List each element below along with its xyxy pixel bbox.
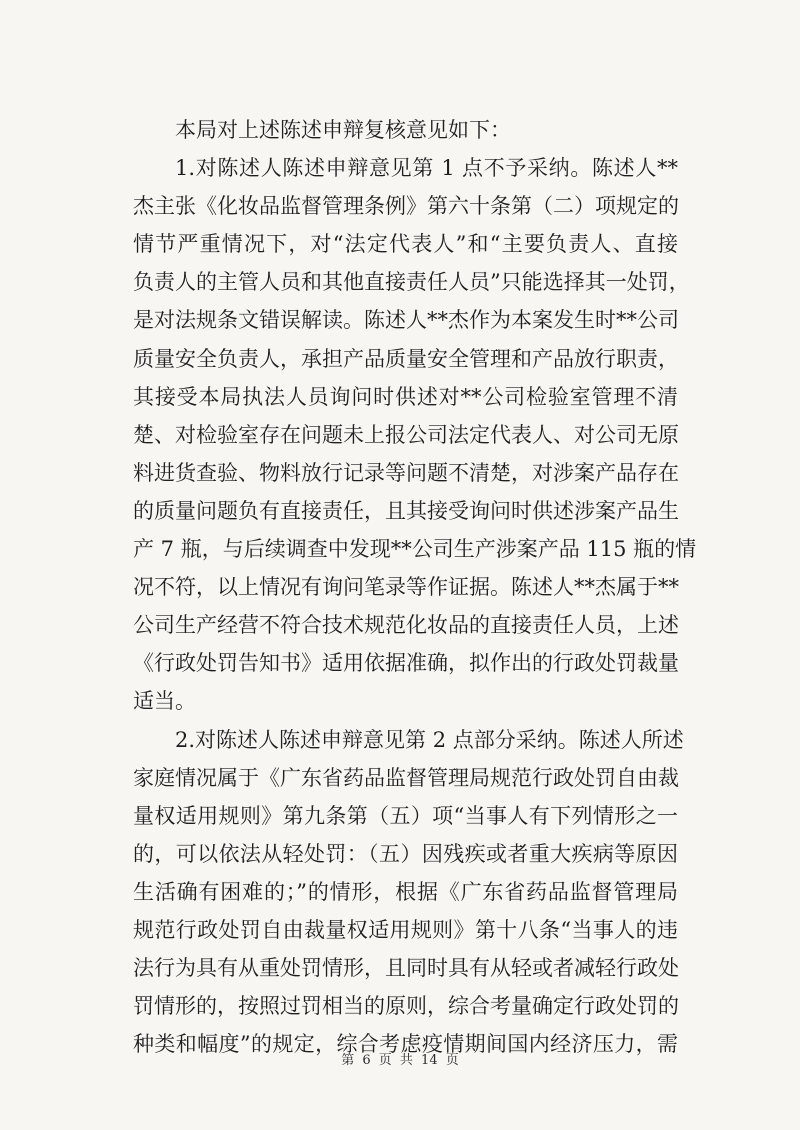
text-line: 的，可以依法从轻处罚：（五）因残疾或者重大疾病等原因 xyxy=(133,841,678,866)
document-body xyxy=(133,111,697,1063)
text-line: 负责人的主管人员和其他直接责任人员”只能选择其一处罚， xyxy=(133,270,690,295)
text-line: 情节严重情况下，对“法定代表人”和“主要负责人、直接 xyxy=(133,232,678,257)
text-line: 量权适用规则》第九条第（五）项“当事人有下列情形之一 xyxy=(133,803,678,828)
text-line: 料进货查验、物料放行记录等问题不清楚，对涉案产品存在 xyxy=(133,460,679,485)
text-line: 适当。 xyxy=(133,689,196,714)
text-line: 《行政处罚告知书》适用依据准确，拟作出的行政处罚裁量 xyxy=(133,651,679,676)
text-line: 质量安全负责人，承担产品质量安全管理和产品放行职责， xyxy=(133,346,679,371)
text-line: 2.对陈述人陈述申辩意见第 2 点部分采纳。陈述人所述 xyxy=(175,727,684,752)
text-line: 种类和幅度”的规定，综合考虑疫情期间国内经济压力，需 xyxy=(133,1032,678,1057)
text-line: 楚、对检验室存在问题未上报公司法定代表人、对公司无原 xyxy=(133,422,679,447)
text-line: 家庭情况属于《广东省药品监督管理局规范行政处罚自由裁 xyxy=(133,765,679,790)
text-line: 其接受本局执法人员询问时供述对**公司检验室管理不清 xyxy=(133,384,678,409)
text-line: 的质量问题负有直接责任，且其接受询问时供述涉案产品生 xyxy=(133,498,679,523)
text-line: 公司生产经营不符合技术规范化妆品的直接责任人员，上述 xyxy=(133,613,679,638)
text-line: 况不符，以上情况有询问笔录等作证据。陈述人**杰属于** xyxy=(133,575,679,600)
text-line: 1.对陈述人陈述申辩意见第 1 点不予采纳。陈述人** xyxy=(175,156,678,181)
text-line: 本局对上述陈述申辩复核意见如下： xyxy=(175,118,511,142)
text-line: 生活确有困难的；”的情形，根据《广东省药品监督管理局 xyxy=(133,879,678,904)
text-line: 是对法规条文错误解读。陈述人**杰作为本案发生时**公司 xyxy=(133,308,679,333)
text-line: 规范行政处罚自由裁量权适用规则》第十八条“当事人的违 xyxy=(133,917,678,942)
page-number: 第 6 页 共 14 页 xyxy=(341,1053,459,1068)
text-line: 罚情形的，按照过罚相当的原则，综合考量确定行政处罚的 xyxy=(133,994,679,1019)
text-line: 杰主张《化妆品监督管理条例》第六十条第（二）项规定的 xyxy=(133,194,679,219)
text-line: 法行为具有从重处罚情形，且同时具有从轻或者减轻行政处 xyxy=(133,956,679,981)
text-line: 产 7 瓶，与后续调查中发现**公司生产涉案产品 115 瓶的情 xyxy=(133,537,697,562)
